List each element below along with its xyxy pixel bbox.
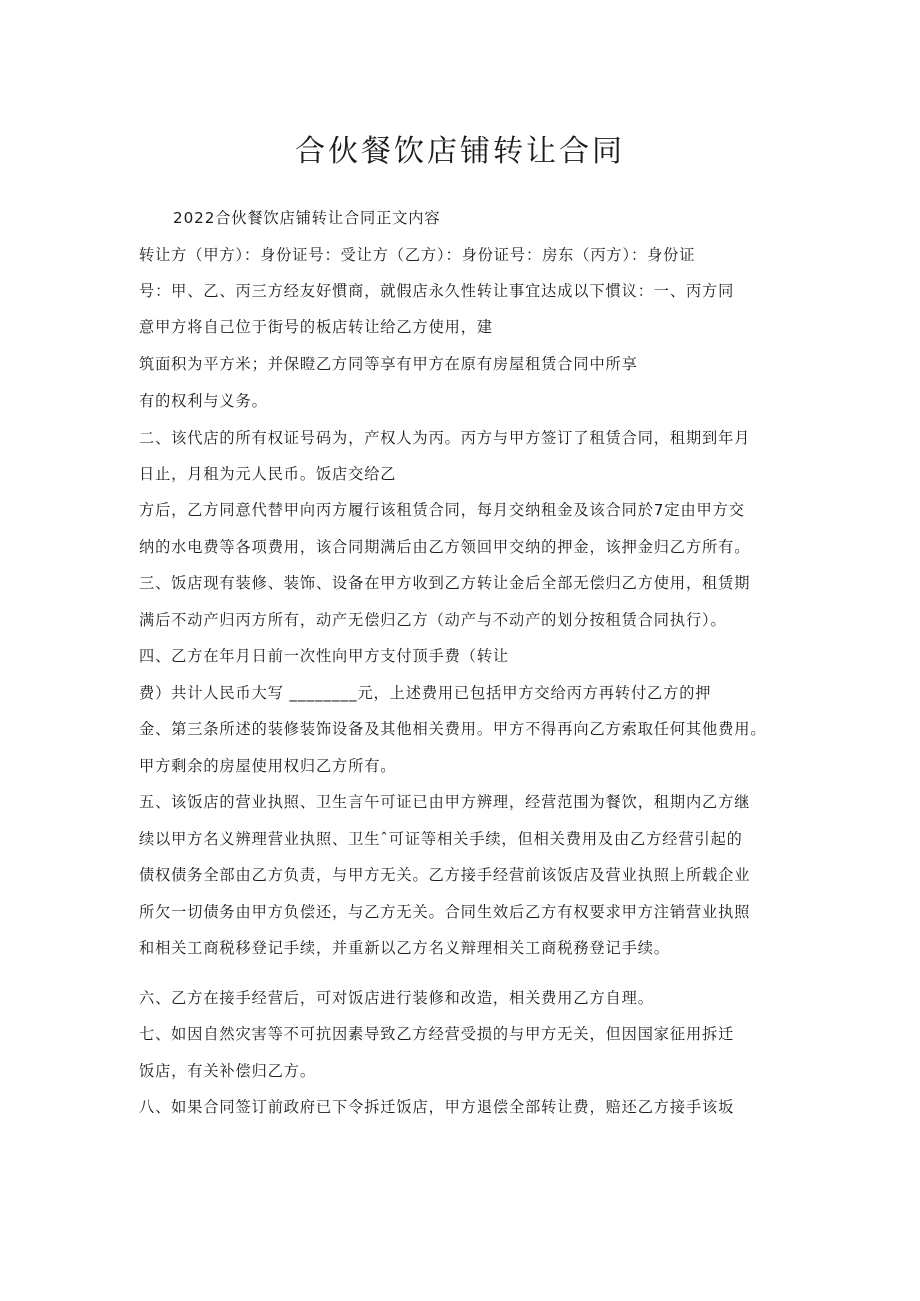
clause-7-line: 七、如因自然灾害等不可抗因素导致乙方经营受损的与甲方无关，但因国家征用拆迁 <box>139 1025 735 1043</box>
clause-2-line: 二、该代店的所有权证号码为，产权人为丙。丙方与甲方签订了租赁合同，租期到年月 <box>139 429 751 447</box>
body-line: 转让方（甲方）：身份证号：受让方（乙方）：身份证号：房东（丙方）：身份证 <box>139 246 696 264</box>
clause-2-line: 方后，乙方同意代替甲向丙方履行该租赁合同，每月交纳租金及该合同於7定由甲方交 <box>139 501 745 519</box>
document-title: 合伙餐饮店铺转让合同 <box>295 134 625 169</box>
clause-4-line: 四、乙方在年月日前一次性向甲方支付顶手费（转让 <box>139 647 510 665</box>
clause-5-line: 所欠一切债务由甲方负偿还，与乙方无关。合同生效后乙方有权要求甲方注销营业执照 <box>139 903 751 921</box>
clause-2-line: 纳的水电费等各项费用，该合同期满后由乙方领回甲交纳的押金，该押金归乙方所有。 <box>139 538 751 556</box>
clause-3-line: 满后不动产归丙方所有，动产无偿归乙方（动产与不动产的划分按租赁合同执行）。 <box>139 611 727 629</box>
clause-4-line: 费）共计人民币大写 ________元，上述费用已包括甲方交给丙方再转付乙方的押 <box>139 684 712 702</box>
body-line: 意甲方将自己位于街号的板店转让给乙方使用，建 <box>139 318 493 336</box>
clause-8-line: 八、如果合同签订前政府已下令拆迁饭店，甲方退偿全部转让费，赔还乙方接手该坂 <box>139 1098 735 1116</box>
clause-7-line: 饭店，有关补偿归乙方。 <box>139 1062 316 1080</box>
body-line: 有的权利与义务。 <box>139 392 268 410</box>
clause-5-line: 和相关工商税移登记手续，并重新以乙方名义辩理相关工商税務登记手续。 <box>139 939 670 957</box>
clause-5-line: 续以甲方名义辨理营业执照、卫生ˆ可证等相关手续，但相关费用及由乙方经营引起的 <box>139 830 743 848</box>
clause-5-line: 债权债务全部由乙方负责，与甲方无关。乙方接手经营前该饭店及营业执照上所载企业 <box>139 866 751 884</box>
body-line: 号：甲、乙、丙三方经友好慣商，就假店永久性转让事宜达成以下慣议：一、丙方同 <box>139 282 735 300</box>
clause-4-line: 金、第三条所述的装修装饰设备及其他相关费用。甲方不得再向乙方索取任何其他费用。 <box>139 720 767 738</box>
body-line: 筑面积为平方米；并保瞪乙方同等享有甲方在原有房屋租赁合同中所享 <box>139 355 638 373</box>
clause-3-line: 三、饭店现有装修、装饰、设备在甲方收到乙方转让金后全部无偿归乙方使用，租赁期 <box>139 574 751 592</box>
intro-line: 2022合伙餐饮店铺转让合同正文内容 <box>173 209 441 227</box>
clause-6-line: 六、乙方在接手经营后，可对饭店进行装修和改造，相关费用乙方自理。 <box>139 989 654 1007</box>
clause-2-line: 日止，月租为元人民币。饭店交给乙 <box>139 465 397 483</box>
clause-5-line: 五、该饭店的营业执照、卫生言午可证已由甲方辨理，经营范围为餐饮，租期内乙方继 <box>139 793 751 811</box>
clause-4-line: 甲方剩余的房屋使用权归乙方所有。 <box>139 757 397 775</box>
